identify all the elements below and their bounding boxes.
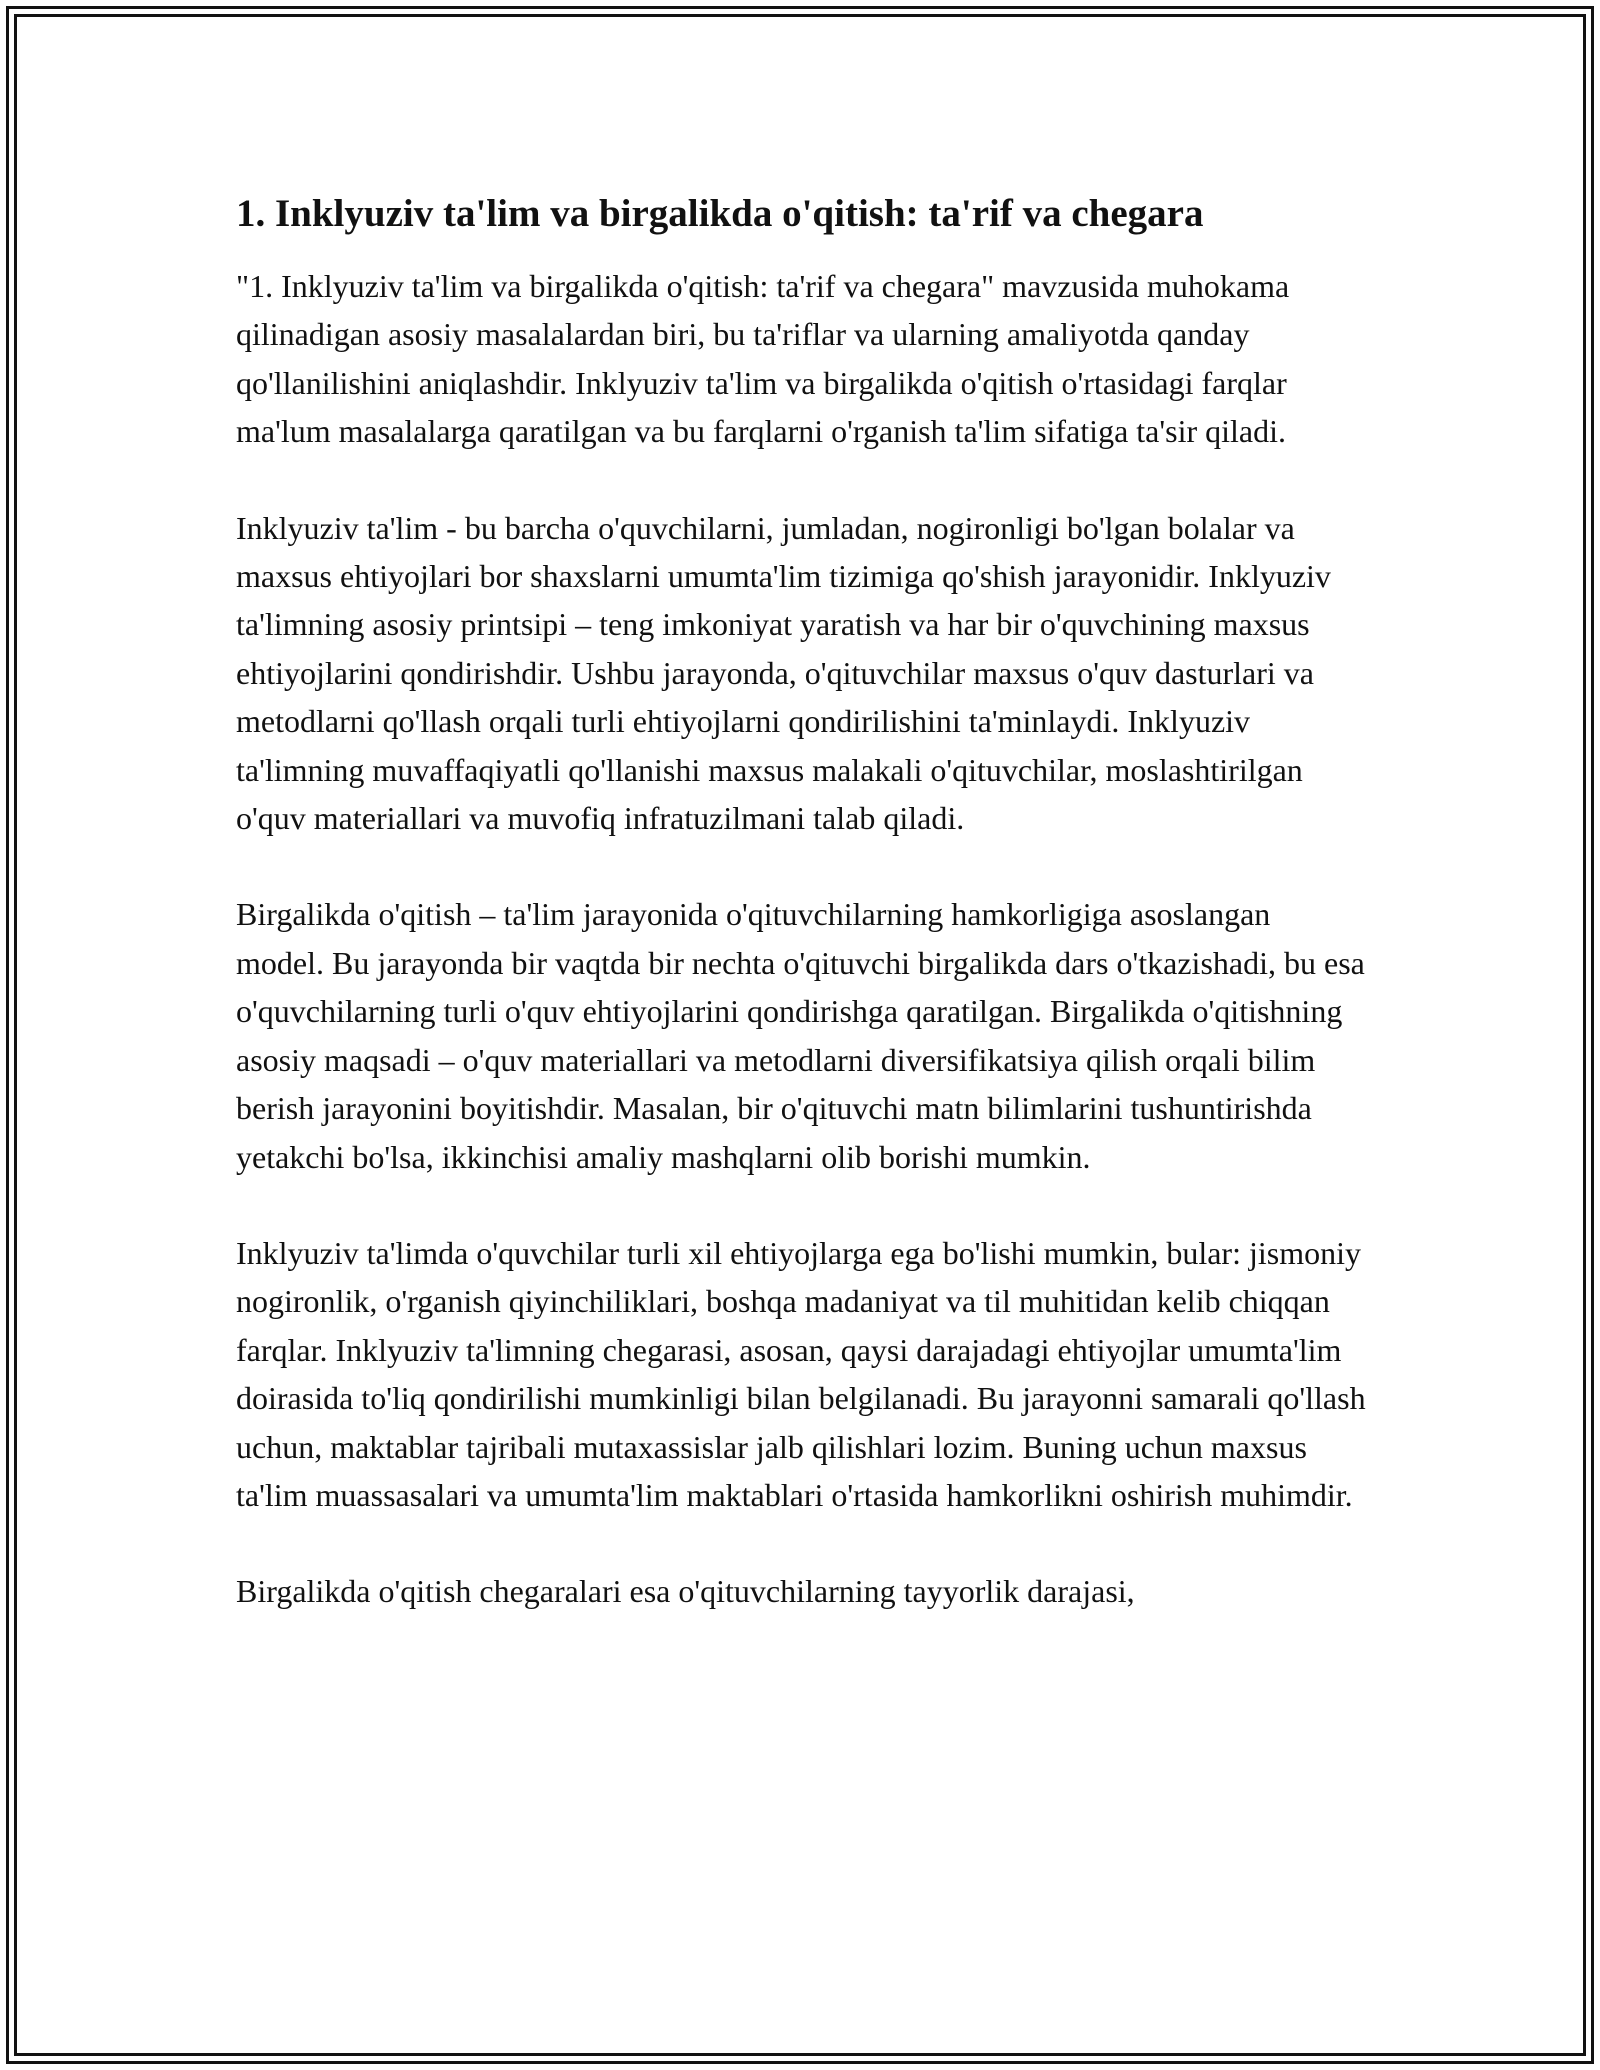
paragraph-1: "1. Inklyuziv ta'lim va birgalikda o'qitish: ta'rif va chegara" mavzusida muhokama qilinadigan asosiy masalalardan biri, bu ta'riflar va ularning amaliyotda qanday qo'llanilishini aniqlashdir. Inklyuziv ta'lim va birgalikda o'qitish o'rtasidagi farqlar ma'lum masalalarga qaratilgan va bu farqlarni o'rganish ta'lim sifatiga ta'sir qiladi. — [236, 268, 1290, 450]
paragraph-2: Inklyuziv ta'lim - bu barcha o'quvchilarni, jumladan, nogironligi bo'lgan bolalar va maxsus ehtiyojlari bor shaxslarni umumta'lim tizimiga qo'shish jarayonidir. Inklyuziv ta'limning asosiy printsipi – teng imkoniyat yaratish va har bir o'quvchining maxsus ehtiyojlarini qondirishdir. Ushbu jarayonda, o'qituvchilar maxsus o'quv dasturlari va metodlarni qo'llash orqali turli ehtiyojlarni qondirilishini ta'minlaydi. Inklyuziv ta'limning muvaffaqiyatli qo'llanishi maxsus malakali o'qituvchilar, moslashtirilgan o'quv materiallari va muvofiq infratuzilmani talab qiladi. — [236, 509, 1331, 837]
paragraphs — [236, 262, 1366, 1616]
paragraph-3: Birgalikda o'qitish – ta'lim jarayonida o'qituvchilarning hamkorligiga asoslangan model. Bu jarayonda bir vaqtda bir nechta o'qituvchi birgalikda dars o'tkazishadi, bu esa o'quvchilarning turli o'quv ehtiyojlarini qondirishga qaratilgan. Birgalikda o'qitishning asosiy maqsadi – o'quv materiallari va metodlarni diversifikatsiya qilish orqali bilim berish jarayonini boyitishdir. Masalan, bir o'qituvchi matn bilimlarini tushuntirishda yetakchi bo'lsa, ikkinchisi amaliy mashqlarni olib borishi mumkin. — [236, 896, 1365, 1175]
document-body — [236, 190, 1366, 1616]
paragraph-4: Inklyuziv ta'limda o'quvchilar turli xil ehtiyojlarga ega bo'lishi mumkin, bular: jismoniy nogironlik, o'rganish qiyinchiliklari, boshqa madaniyat va til muhitidan kelib chiqqan farqlar. Inklyuziv ta'limning chegarasi, asosan, qaysi darajadagi ehtiyojlar umumta'lim doirasida to'liq qondirilishi mumkinligi bilan belgilanadi. Bu jarayonni samarali qo'llash uchun, maktablar tajribali mutaxassislar jalb qilishlari lozim. Buning uchun maxsus ta'lim muassasalari va umumta'lim maktablari o'rtasida hamkorlikni oshirish muhimdir. — [236, 1234, 1366, 1513]
paragraph-5: Birgalikda o'qitish chegaralari esa o'qituvchilarning tayyorlik darajasi, — [236, 1573, 1135, 1610]
section-heading: 1. Inklyuziv ta'lim va birgalikda o'qitish: ta'rif va chegara — [236, 192, 1204, 235]
